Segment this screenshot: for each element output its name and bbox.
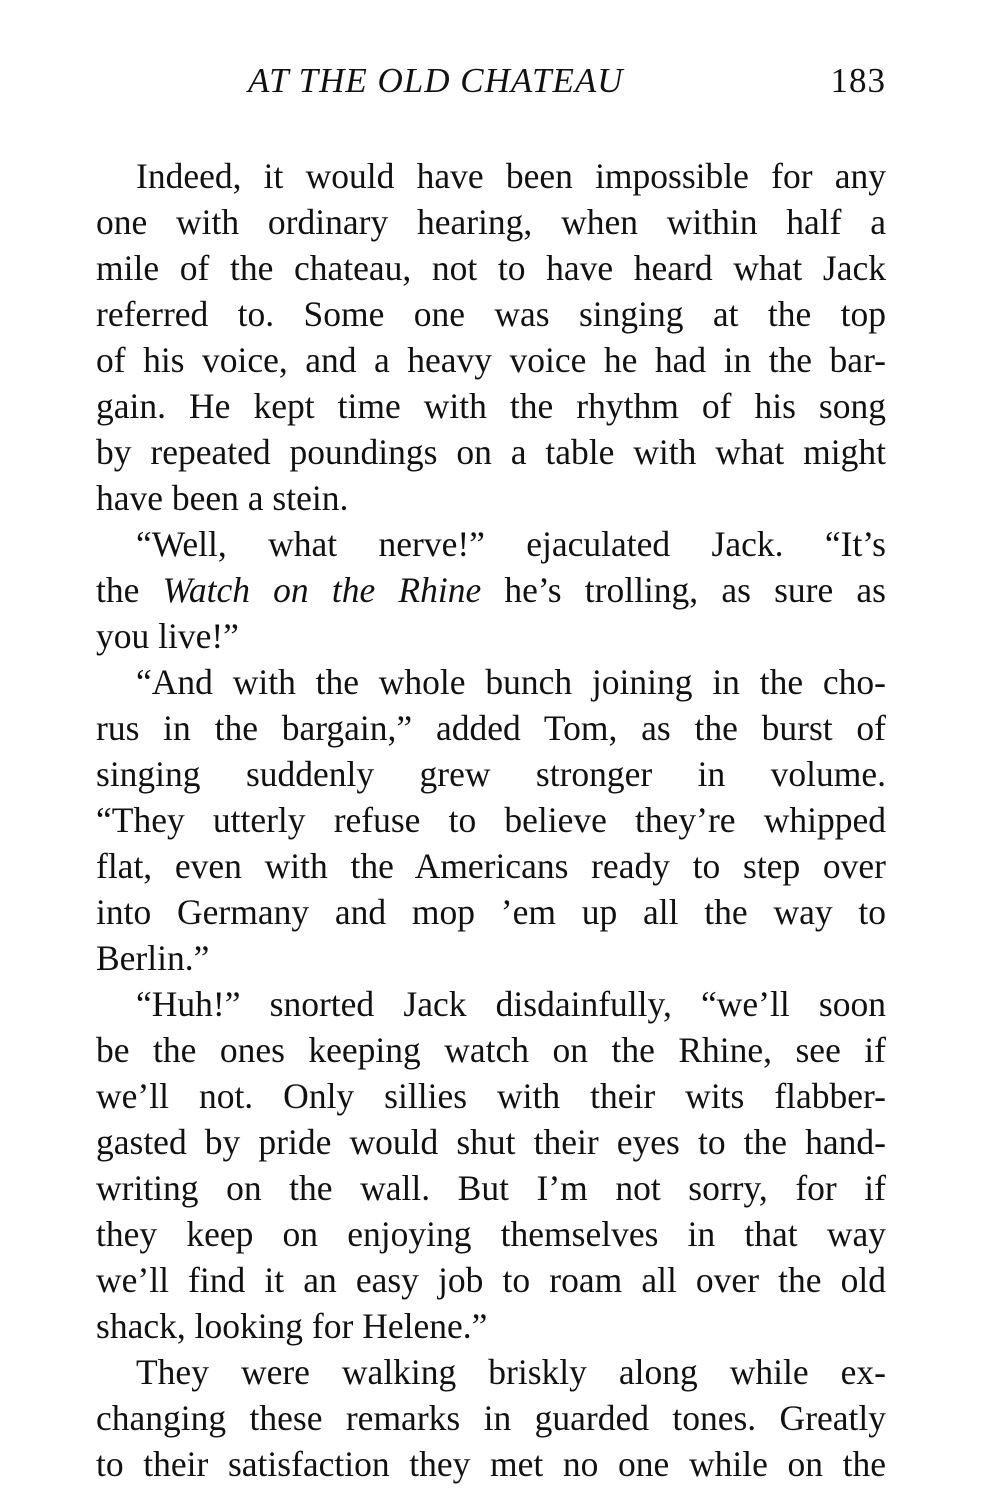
text-line: you live!”: [96, 616, 239, 656]
text-line: “And with the whole bunch joining in the cho-: [136, 662, 886, 702]
text-line: be the ones keeping watch on the Rhine, see if: [96, 1030, 886, 1070]
text-line: gasted by pride would shut their eyes to the hand-: [96, 1122, 886, 1162]
text-line: flat, even with the Americans ready to step over: [96, 846, 886, 886]
text-line: rus in the bargain,” added Tom, as the burst of: [96, 708, 886, 748]
song-title: Watch on the Rhine: [162, 570, 482, 610]
paragraph-2: [96, 521, 886, 659]
text-line: one with ordinary hearing, when within half a: [96, 202, 886, 242]
text-line: singing suddenly grew stronger in volume.: [96, 754, 886, 794]
text-line: Indeed, it would have been impossible for any: [136, 156, 886, 196]
text-line: “Well, what nerve!” ejaculated Jack. “It’s: [136, 524, 886, 564]
text-line: Berlin.”: [96, 938, 210, 978]
chapter-title: AT THE OLD CHATEAU: [248, 61, 624, 100]
text-line: referred to. Some one was singing at the top: [96, 294, 886, 334]
text-segment: he’s trolling, as sure as: [481, 570, 887, 610]
text-line: “Huh!” snorted Jack disdainfully, “we’ll soon: [136, 984, 886, 1024]
text-line: shack, looking for Helene.”: [96, 1306, 488, 1346]
text-line: They were walking briskly along while ex-: [136, 1352, 886, 1392]
text-line: have been a stein.: [96, 478, 349, 518]
running-head: [96, 56, 886, 106]
text-line: “They utterly refuse to believe they’re whipped: [96, 800, 886, 840]
paragraph-5: [96, 1349, 886, 1487]
page-number: 183: [830, 61, 886, 100]
paragraph-3: [96, 659, 886, 981]
text-line: to their satisfaction they met no one while on the: [96, 1444, 886, 1484]
text-line: we’ll find it an easy job to roam all over the old: [96, 1260, 886, 1300]
text-line: mile of the chateau, not to have heard what Jack: [96, 248, 886, 288]
text-line: they keep on enjoying themselves in that way: [96, 1214, 886, 1254]
text-line: changing these remarks in guarded tones. Greatly: [96, 1398, 886, 1438]
text-line: [96, 567, 886, 613]
text-line: of his voice, and a heavy voice he had in the bar-: [96, 340, 886, 380]
paragraph-1: [96, 153, 886, 521]
text-segment: the: [96, 570, 163, 610]
text-line: we’ll not. Only sillies with their wits flabber-: [96, 1076, 886, 1116]
text-line: into Germany and mop ’em up all the way to: [96, 892, 886, 932]
text-line: by repeated poundings on a table with what might: [96, 432, 886, 472]
paragraph-4: [96, 981, 886, 1349]
text-line: writing on the wall. But I’m not sorry, for if: [96, 1168, 886, 1208]
body-text: [96, 153, 886, 1487]
text-line: gain. He kept time with the rhythm of his song: [96, 386, 886, 426]
